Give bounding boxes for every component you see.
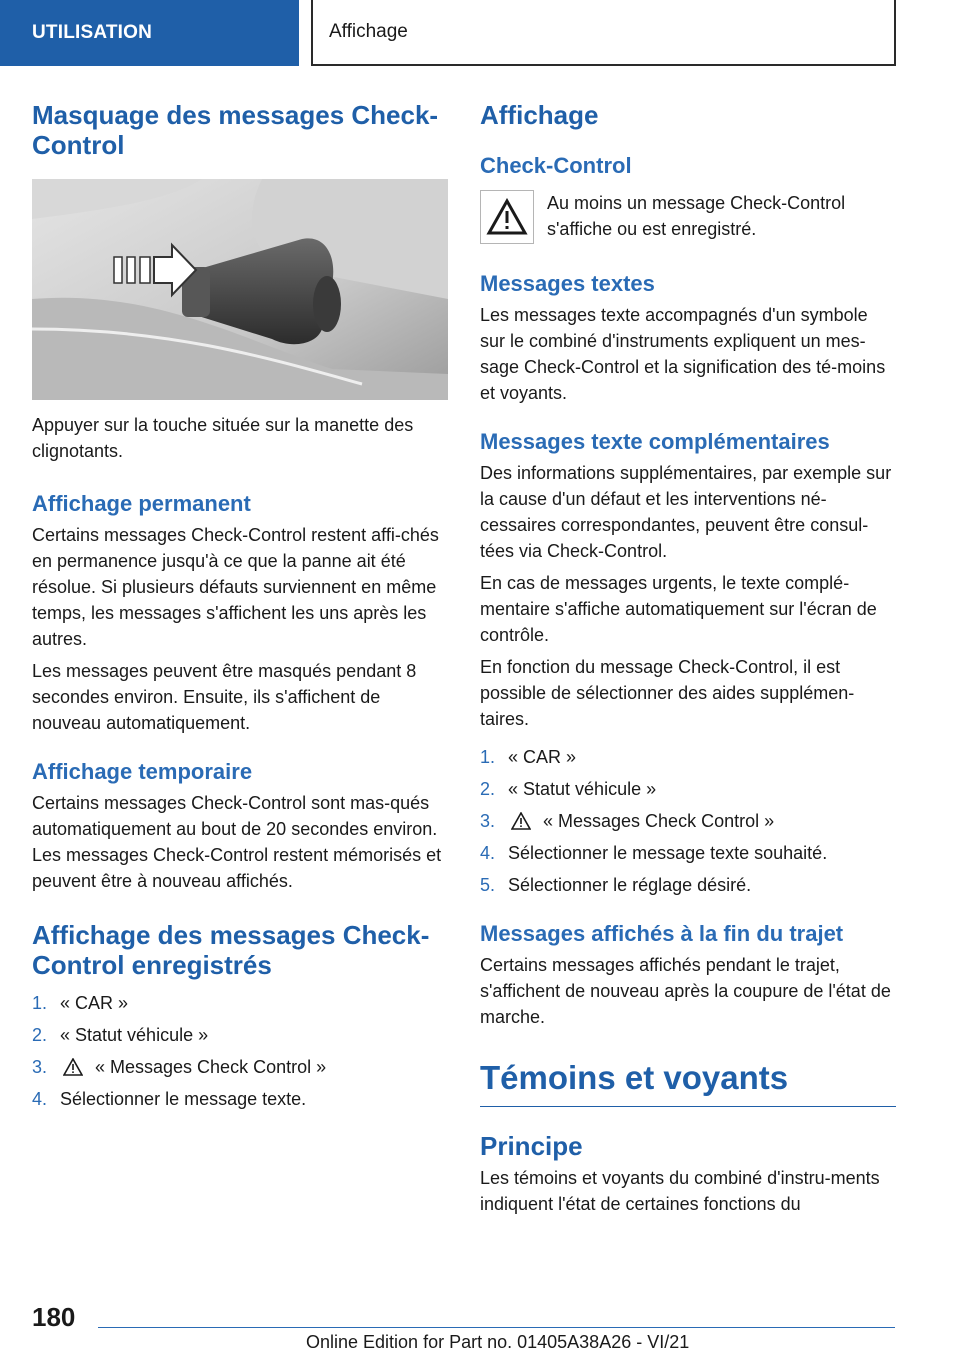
text-messages-paragraph: Les messages texte accompagnés d'un symbole sur le combiné d'instruments expliquent un mes-sage Check-Control et la signification des té-moins et voyants.	[480, 305, 886, 403]
check-control-heading: Check-Control	[480, 153, 632, 178]
check-control-note	[480, 190, 896, 244]
supplementary-paragraph-3: En fonction du message Check-Control, il est possible de sélectionner des aides supplémen-taires.	[480, 657, 855, 729]
supplementary-messages-heading: Messages texte complémentaires	[480, 429, 830, 454]
left-column	[32, 100, 448, 1118]
title-rule	[480, 1106, 896, 1107]
warning-triangle-icon	[511, 812, 531, 830]
supplementary-paragraph-1: Des informations supplémentaires, par exemple sur la cause d'un défaut et les interventions né-cessaires correspondantes, peuvent être consul-tées via Check-Control.	[480, 463, 892, 561]
list-item: 1. « CAR »	[480, 747, 577, 767]
principle-paragraph: Les témoins et voyants du combiné d'instru-ments indiquent l'état de certaines fonctions du	[480, 1168, 880, 1214]
list-item: 2. « Statut véhicule »	[480, 779, 657, 799]
warning-symbol-box	[480, 190, 534, 244]
warning-triangle-icon	[63, 1058, 83, 1076]
permanent-paragraph-1: Certains messages Check-Control restent affi-chés en permanence jusqu'à ce que la panne ait été résolue. Si plusieurs défauts surviennent en même temps, les messages s'affichent les uns après les autres.	[32, 525, 439, 649]
list-item: 3. « Messages Check Control »	[480, 811, 775, 831]
supplementary-paragraph-2: En cas de messages urgents, le texte complé-mentaire s'affiche automatiquement sur l'écran de contrôle.	[480, 573, 877, 645]
list-item: 5. Sélectionner le réglage désiré.	[480, 875, 752, 895]
topic-tab	[311, 0, 896, 66]
check-control-note-text: Au moins un message Check-Control s'affiche ou est enregistré.	[547, 193, 846, 239]
list-item: 2. « Statut véhicule »	[32, 1025, 209, 1045]
principle-heading: Principe	[480, 1131, 583, 1161]
display-title: Affichage	[480, 100, 599, 130]
temporary-display-heading: Affichage temporaire	[32, 759, 253, 784]
right-column	[480, 100, 896, 1217]
list-item: 4. Sélectionner le message texte souhaité.	[480, 843, 828, 863]
temporary-paragraph-1: Certains messages Check-Control sont mas-qués automatiquement au bout de 20 secondes environ. Les messages Check-Control restent mémorisés et peuvent être à nouveau affichés.	[32, 793, 442, 891]
hiding-messages-title: Masquage des messages Check-Control	[32, 100, 439, 160]
permanent-paragraph-2: Les messages peuvent être masqués pendant 8 secondes environ. Ensuite, ils s'affichent de nouveau automatiquement.	[32, 661, 417, 733]
section-label: UTILISATION	[32, 22, 153, 43]
end-of-trip-heading: Messages affichés à la fin du trajet	[480, 921, 844, 946]
page-number: 180	[32, 1302, 76, 1332]
permanent-display-heading: Affichage permanent	[32, 491, 251, 516]
topic-label: Affichage	[329, 21, 408, 42]
stored-steps-list	[32, 990, 448, 1112]
photo-caption: Appuyer sur la touche située sur la manette des clignotants.	[32, 415, 414, 461]
turn-signal-stalk-photo	[32, 179, 448, 400]
end-of-trip-paragraph: Certains messages affichés pendant le trajet, s'affichent de nouveau après la coupure de l'état de marche.	[480, 955, 891, 1027]
list-item: 1. « CAR »	[32, 993, 129, 1013]
list-item: 3. « Messages Check Control »	[32, 1057, 327, 1077]
list-item: 4. Sélectionner le message texte.	[32, 1089, 307, 1109]
footer-rule	[98, 1327, 895, 1328]
stored-messages-title: Affichage des messages Check-Control enregistrés	[32, 920, 430, 980]
warning-triangle-icon	[486, 198, 528, 236]
indicators-title: Témoins et voyants	[480, 1059, 789, 1096]
section-tab	[0, 0, 299, 66]
text-messages-heading: Messages textes	[480, 271, 655, 296]
edition-note: Online Edition for Part no. 01405A38A26 - VI/21	[306, 1332, 690, 1352]
supplementary-steps-list	[480, 744, 896, 898]
